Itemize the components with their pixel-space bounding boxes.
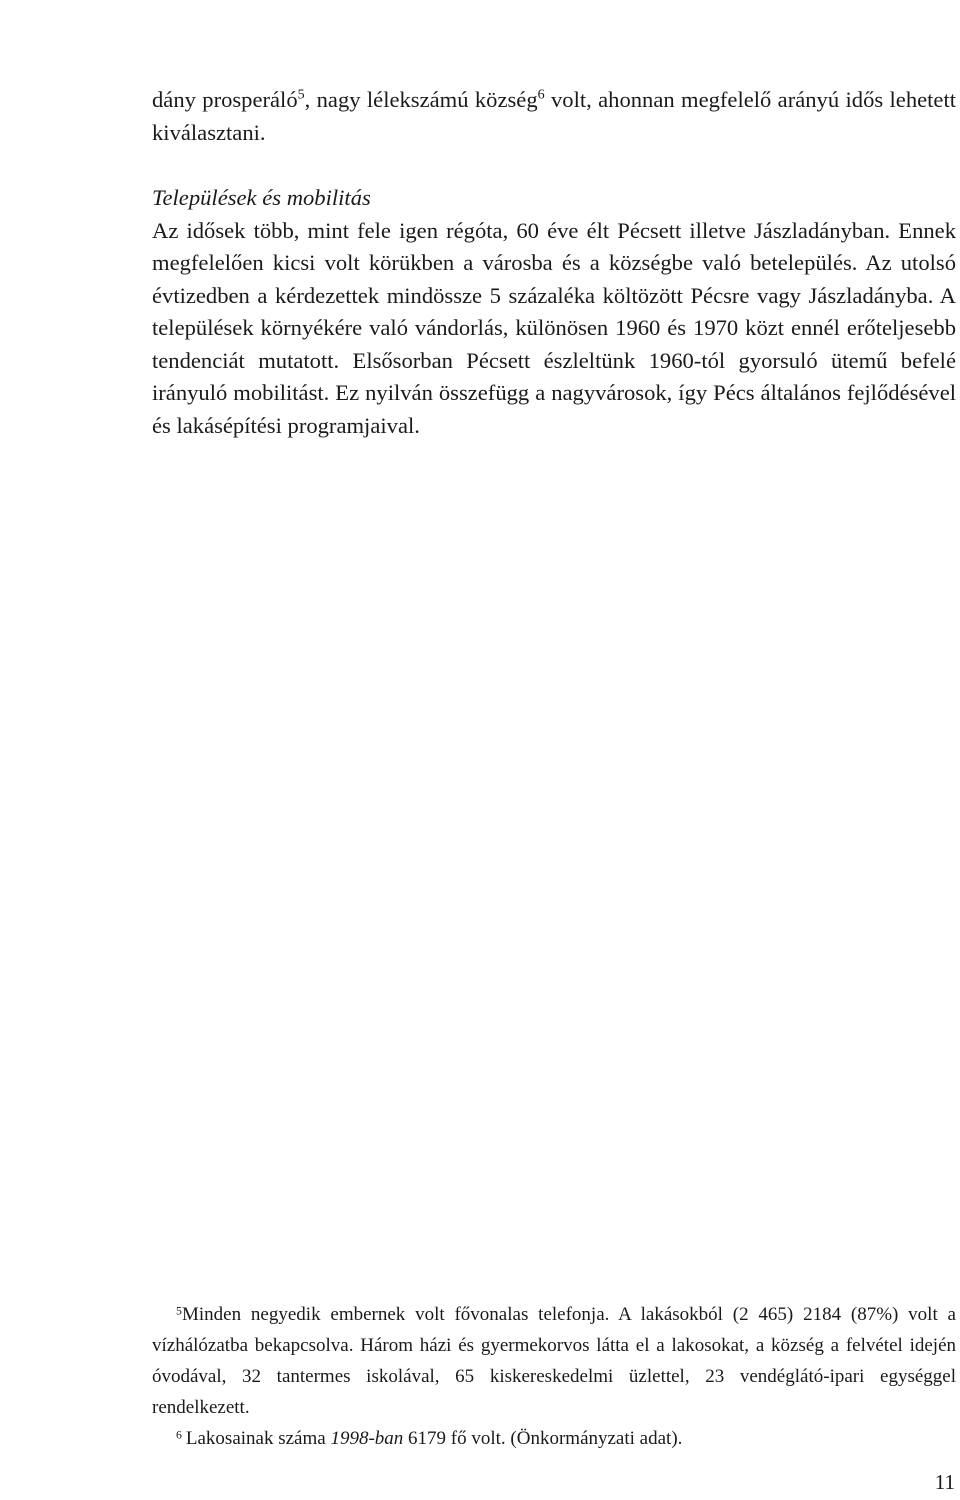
- footnote-5: [152, 1299, 956, 1423]
- footnote-6-number: 6: [176, 1428, 182, 1442]
- intro-text-1: dány prosperáló: [152, 87, 298, 112]
- footnote-6: [152, 1423, 956, 1454]
- footnotes: [152, 1299, 956, 1454]
- footnote-ref-6[interactable]: 6: [537, 87, 545, 103]
- intro-text-2: , nagy lélekszámú község: [304, 87, 538, 112]
- footnote-6-mark: [152, 1423, 182, 1454]
- footnote-ref-5[interactable]: 5: [297, 87, 305, 103]
- page-number: 11: [934, 1470, 955, 1494]
- footnote-6-text-italic: 1998-ban: [330, 1428, 404, 1449]
- footnote-6-text-after: 6179 fő volt. (Önkormányzati adat).: [403, 1428, 683, 1449]
- footnote-5-text: Minden negyedik embernek volt fővonalas telefonja. A lakásokból (2 465) 2184 (87%) volt a vízhálózatba bekapcsolva. Három házi és gyermekorvos látta el a lakosokat, a község a felvétel idején óvodával, 32 tantermes iskolával, 65 kiskereskedelmi üzlettel, 23 vendéglátó-ipari egységgel rendelkezett.: [152, 1304, 956, 1418]
- intro-text-3: volt, ahonnan megfelelő arányú idős lehetett kiválasztani.: [152, 87, 956, 145]
- footnote-5-number: 5: [176, 1304, 182, 1318]
- intro-paragraph: [152, 84, 956, 149]
- footnote-5-mark: [152, 1299, 182, 1330]
- footnote-6-text-before: Lakosainak száma: [185, 1428, 331, 1449]
- section-heading: Települések és mobilitás: [152, 185, 371, 210]
- section-paragraph: Az idősek több, mint fele igen régóta, 60 éve élt Pécsett illetve Jászladányban. Ennek megfelelően kicsi volt körükben a városba és a községbe való betelepülés. Az utolsó évtizedben a kérdezettek mindössze 5 százaléka költözött Pécsre vagy Jászladányba. A települések környékére való vándorlás, különösen 1960 és 1970 közt ennél erőteljesebb tendenciát mutatott. Elsősorban Pécsett észleltünk 1960-tól gyorsuló ütemű befelé irányuló mobilitást. Ez nyilván összefügg a nagyvárosok, így Pécs általános fejlődésével és lakásépítési programjaival.: [152, 217, 956, 438]
- section-block: [152, 182, 956, 442]
